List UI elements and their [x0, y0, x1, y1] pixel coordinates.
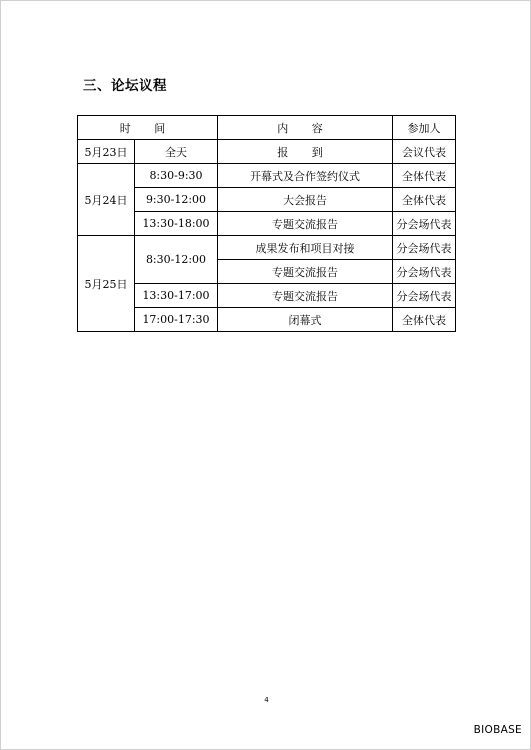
table-row [78, 164, 456, 188]
table-header-row [78, 116, 456, 140]
cell-date: 5月25日 [78, 236, 135, 332]
cell-participants: 会议代表 [393, 140, 456, 164]
brand-watermark: BIOBASE [473, 724, 522, 736]
cell-content: 成果发布和项目对接 [218, 236, 393, 260]
table-row [78, 188, 456, 212]
table-row [78, 284, 456, 308]
cell-time: 13:30-18:00 [135, 212, 218, 236]
cell-content: 闭幕式 [218, 308, 393, 332]
agenda-table [77, 115, 456, 332]
cell-content: 专题交流报告 [218, 212, 393, 236]
cell-time: 13:30-17:00 [135, 284, 218, 308]
cell-participants: 全体代表 [393, 308, 456, 332]
cell-date: 5月23日 [78, 140, 135, 164]
cell-participants: 分会场代表 [393, 260, 456, 284]
cell-participants: 分会场代表 [393, 284, 456, 308]
cell-date: 5月24日 [78, 164, 135, 236]
table-row [78, 308, 456, 332]
table-row [78, 140, 456, 164]
cell-participants: 全体代表 [393, 164, 456, 188]
header-participants: 参加人 [393, 116, 456, 140]
table-row [78, 212, 456, 236]
section-title: 三、论坛议程 [83, 78, 167, 94]
page-number: 4 [264, 696, 269, 704]
cell-time: 17:00-17:30 [135, 308, 218, 332]
cell-content: 大会报告 [218, 188, 393, 212]
cell-content: 专题交流报告 [218, 260, 393, 284]
cell-content: 报 到 [218, 140, 393, 164]
header-content: 内 容 [218, 116, 393, 140]
cell-content: 专题交流报告 [218, 284, 393, 308]
cell-time: 8:30-9:30 [135, 164, 218, 188]
cell-participants: 分会场代表 [393, 236, 456, 260]
cell-time: 9:30-12:00 [135, 188, 218, 212]
table-row [78, 236, 456, 260]
header-time: 时 间 [78, 116, 218, 140]
cell-time: 8:30-12:00 [135, 236, 218, 284]
cell-participants: 全体代表 [393, 188, 456, 212]
cell-time: 全天 [135, 140, 218, 164]
cell-content: 开幕式及合作签约仪式 [218, 164, 393, 188]
cell-participants: 分会场代表 [393, 212, 456, 236]
